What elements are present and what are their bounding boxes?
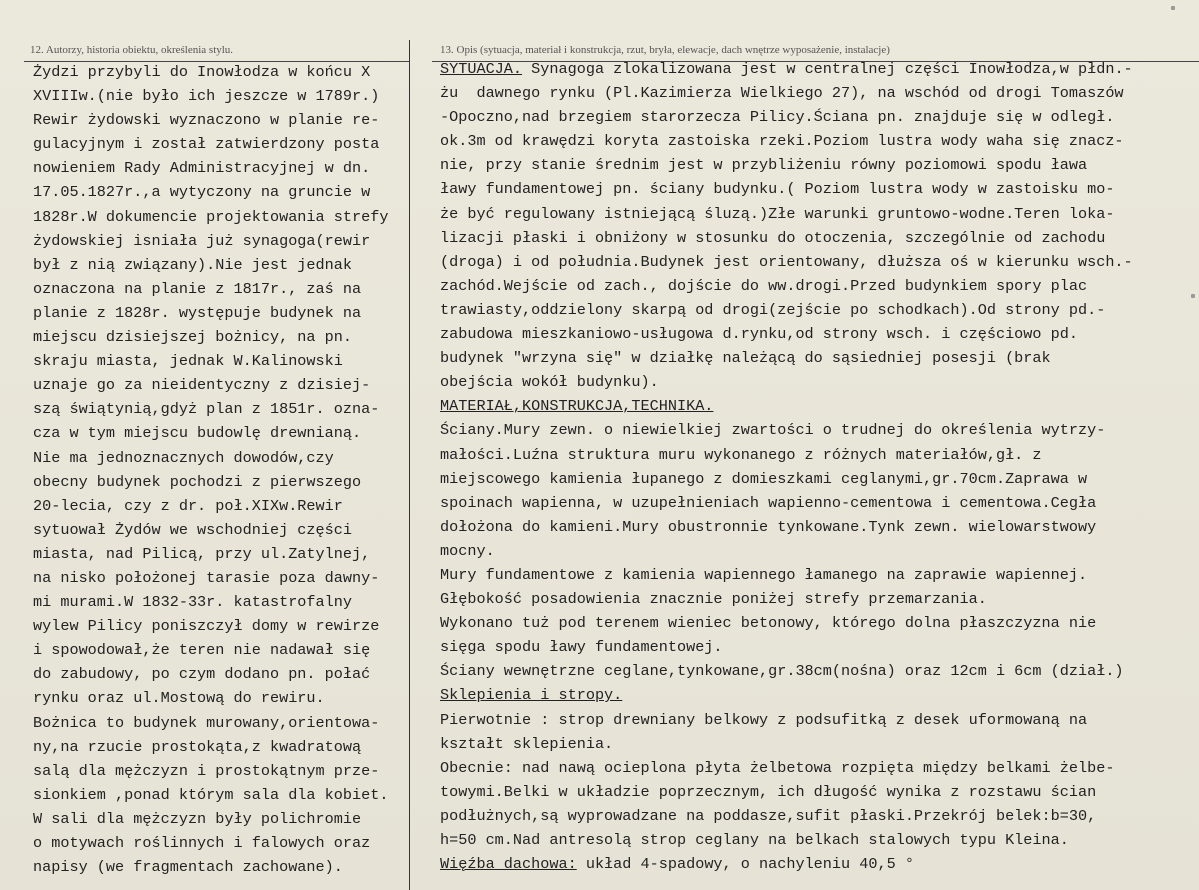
description-text-line bbox=[440, 105, 1133, 129]
section-heading: Sklepienia i stropy. bbox=[440, 686, 623, 705]
history-text-line: oznaczona na planie z 1817r., zaś na bbox=[33, 279, 362, 298]
registration-mark bbox=[1171, 6, 1175, 10]
description-text: Głębokość posadowienia znacznie poniżej strefy przemarzania. bbox=[440, 590, 987, 609]
description-text-line bbox=[440, 81, 1133, 105]
description-text-line bbox=[440, 298, 1133, 322]
history-text-line: salą dla mężczyzn i prostokątnym prze- bbox=[33, 761, 380, 780]
description-text: h=50 cm.Nad antresolą strop ceglany na belkach stalowych typu Kleina. bbox=[440, 831, 1069, 849]
description-text: -Opoczno,nad brzegiem starorzecza Pilicy.Ściana pn. znajduje się w odległ. bbox=[440, 108, 1115, 127]
history-text-line: 20-lecia, czy z dr. poł.XIXw.Rewir bbox=[33, 496, 343, 515]
description-text: towymi.Belki w układzie poprzecznym, ich długość wynika z rozstawu ścian bbox=[440, 782, 1097, 801]
description-text: Synagoga zlokalizowana jest w centralnej części Inowłodza,w płdn.- bbox=[522, 60, 1133, 78]
description-text-line bbox=[440, 202, 1133, 226]
description-text: miejscowego kamienia łupanego z domieszkami ceglanymi,gr.70cm.Zaprawa w bbox=[440, 469, 1088, 488]
description-text-line bbox=[440, 370, 1133, 394]
history-text-line: rynku oraz ul.Mostową do rewiru. bbox=[33, 689, 325, 708]
history-text-line: sionkiem ,ponad którym sala dla kobiet. bbox=[33, 785, 389, 804]
description-text-line bbox=[440, 539, 1133, 563]
description-text: obejścia wokół budynku). bbox=[440, 373, 659, 392]
history-text-line: XVIIIw.(nie było ich jeszcze w 1789r.) bbox=[33, 87, 380, 106]
description-text-line bbox=[440, 153, 1133, 177]
description-text: zabudowa mieszkaniowo-usługowa d.rynku,od strony wsch. i częściowo pd. bbox=[440, 325, 1078, 344]
description-text-line bbox=[440, 732, 1133, 756]
history-text-line: był z nią związany).Nie jest jednak bbox=[33, 255, 352, 274]
column-divider bbox=[409, 40, 410, 890]
section-heading: Więźba dachowa: bbox=[440, 855, 577, 874]
description-text: Obecnie: nad nawą ocieplona płyta żelbetowa rozpięta między belkami żelbe- bbox=[440, 758, 1115, 777]
history-text-line: gulacyjnym i został zatwierdzony posta bbox=[33, 135, 380, 154]
description-text: lizacji płaski i obniżony w stosunku do otoczenia, szczególnie od zachodu bbox=[440, 228, 1106, 247]
history-text-line: obecny budynek pochodzi z pierwszego bbox=[33, 472, 362, 491]
history-text-line: i spowodował,że teren nie nadawał się bbox=[33, 641, 371, 660]
description-text: (droga) i od południa.Budynek jest orientowany, dłuższa oś w kierunku wsch.- bbox=[440, 252, 1133, 271]
history-text-line: Bożnica to budynek murowany,orientowa- bbox=[33, 713, 380, 732]
history-text-line: skraju miasta, jednak W.Kalinowski bbox=[33, 352, 343, 371]
description-text-line bbox=[440, 611, 1133, 635]
description-text-line bbox=[440, 587, 1133, 611]
description-text: podłużnych,są wyprowadzane na poddasze,sufit płaski.Przekrój belek:b=30, bbox=[440, 806, 1097, 825]
description-text-line bbox=[440, 491, 1133, 515]
description-text-line bbox=[440, 683, 1133, 707]
history-text-line: Nie ma jednoznacznych dowodów,czy bbox=[33, 448, 334, 467]
description-text: dołożona do kamieni.Mury obustronnie tynkowane.Tynk zewn. wielowarstwowy bbox=[440, 517, 1097, 536]
description-text: Mury fundamentowe z kamienia wapiennego łamanego na zaprawie wapiennej. bbox=[440, 565, 1088, 584]
description-text: że być regulowany istniejącą śluzą.)Złe warunki gruntowo-wodne.Teren loka- bbox=[440, 204, 1115, 223]
description-text: spoinach wapienna, w uzupełnieniach wapienno-cementowa i cementowa.Cegła bbox=[440, 493, 1097, 512]
description-text-line bbox=[440, 659, 1133, 683]
description-text-line bbox=[440, 708, 1133, 732]
section-heading: SYTUACJA. bbox=[440, 60, 523, 78]
history-text-line: wylew Pilicy poniszczył domy w rewirze bbox=[33, 617, 380, 636]
description-text-line bbox=[440, 443, 1133, 467]
description-text: ławy fundamentowej pn. ściany budynku.( Poziom lustra wody w zastoisku mo- bbox=[440, 180, 1115, 199]
history-text-line: planie z 1828r. występuje budynek na bbox=[33, 303, 362, 322]
description-text-line bbox=[440, 828, 1133, 852]
description-text: kształt sklepienia. bbox=[440, 734, 614, 753]
description-text-line bbox=[440, 394, 1133, 418]
description-text: Ściany.Mury zewn. o niewielkiej zwartości o trudnej do określenia wytrzy- bbox=[440, 421, 1106, 440]
left-section-header: 12. Autorzy, historia obiektu, określenia stylu. bbox=[30, 44, 234, 56]
description-text-line bbox=[440, 635, 1133, 659]
description-text-line bbox=[440, 780, 1133, 804]
description-text-line bbox=[440, 418, 1133, 442]
description-text-line bbox=[440, 756, 1133, 780]
description-text: Wykonano tuż pod terenem wieniec betonowy, którego dolna płaszczyzna nie bbox=[440, 614, 1097, 633]
history-text-line: 1828r.W dokumencie projektowania strefy bbox=[33, 207, 389, 226]
description-text-line bbox=[440, 852, 1133, 876]
history-text-line: cza w tym miejscu budowlę drewnianą. bbox=[33, 424, 362, 443]
description-text: żu dawnego rynku (Pl.Kazimierza Wielkiego 27), na wschód od drogi Tomaszów bbox=[440, 84, 1124, 103]
history-text-line: do zabudowy, po czym dodano pn. połać bbox=[33, 665, 371, 684]
registration-mark bbox=[1191, 294, 1195, 298]
description-text-line bbox=[440, 467, 1133, 491]
history-text-line: szą świątynią,gdyż plan z 1851r. ozna- bbox=[33, 400, 380, 419]
right-section-header: 13. Opis (sytuacja, materiał i konstrukcja, rzut, bryła, elewacje, dach wnętrze wyposażenie, instalacje) bbox=[440, 44, 890, 56]
description-text: Pierwotnie : strop drewniany belkowy z podsufitką z desek uformowaną na bbox=[440, 710, 1088, 729]
history-text-line: napisy (we fragmentach zachowane). bbox=[33, 858, 343, 877]
description-text: sięga spodu ławy fundamentowej. bbox=[440, 638, 723, 657]
history-text-line: sytuował Żydów we wschodniej części bbox=[33, 520, 352, 539]
history-text-column bbox=[33, 60, 388, 879]
description-text-line bbox=[440, 274, 1133, 298]
history-text-line: miasta, nad Pilicą, przy ul.Zatylnej, bbox=[33, 544, 371, 563]
section-heading: MATERIAŁ,KONSTRUKCJA,TECHNIKA. bbox=[440, 397, 714, 416]
description-text-line bbox=[440, 563, 1133, 587]
history-text-line: Żydzi przybyli do Inowłodza w końcu X bbox=[33, 63, 371, 81]
history-text-line: ny,na rzucie prostokąta,z kwadratową bbox=[33, 737, 362, 756]
description-text-line bbox=[440, 226, 1133, 250]
description-text: nie, przy stanie średnim jest w przybliżeniu równy poziomowi spodu ława bbox=[440, 156, 1088, 175]
description-text-line bbox=[440, 515, 1133, 539]
history-text-line: miejscu dzisiejszej bożnicy, na pn. bbox=[33, 328, 352, 347]
description-text-column bbox=[440, 57, 1133, 876]
description-text-line bbox=[440, 129, 1133, 153]
history-text-line: W sali dla mężczyzn były polichromie bbox=[33, 809, 362, 828]
description-text: małości.Luźna struktura muru wykonanego z różnych materiałów,gł. z bbox=[440, 445, 1042, 464]
description-text: zachód.Wejście od zach., dojście do ww.drogi.Przed budynkiem spory plac bbox=[440, 276, 1088, 295]
description-text-line bbox=[440, 346, 1133, 370]
history-text-line: nowieniem Rady Administracyjnej w dn. bbox=[33, 159, 371, 178]
description-text: budynek "wrzyna się" w działkę należącą do sąsiedniej posesji (brak bbox=[440, 349, 1051, 368]
history-text-line: uznaje go za nieidentyczny z dzisiej- bbox=[33, 376, 371, 395]
description-text-line bbox=[440, 804, 1133, 828]
history-text-line: 17.05.1827r.,a wytyczony na gruncie w bbox=[33, 183, 371, 202]
history-text-line: Rewir żydowski wyznaczono w planie re- bbox=[33, 111, 380, 130]
description-text-line bbox=[440, 57, 1133, 81]
history-text-line: mi murami.W 1832-33r. katastrofalny bbox=[33, 593, 352, 612]
description-text: układ 4-spadowy, o nachyleniu 40,5 ° bbox=[576, 855, 914, 874]
history-text-line: żydowskiej isniała już synagoga(rewir bbox=[33, 231, 371, 250]
description-text: ok.3m od krawędzi koryta zastoiska rzeki.Poziom lustra wody waha się znacz- bbox=[440, 132, 1124, 151]
description-text-line bbox=[440, 250, 1133, 274]
description-text: mocny. bbox=[440, 541, 495, 560]
description-text: trawiasty,oddzielony skarpą od drogi(zejście po schodkach).Od strony pd.- bbox=[440, 300, 1106, 319]
history-text-line: na nisko położonej tarasie poza dawny- bbox=[33, 568, 380, 587]
history-text-line: o motywach roślinnych i falowych oraz bbox=[33, 834, 371, 852]
description-text-line bbox=[440, 322, 1133, 346]
description-text: Ściany wewnętrzne ceglane,tynkowane,gr.38cm(nośna) oraz 12cm i 6cm (dział.) bbox=[440, 662, 1124, 681]
description-text-line bbox=[440, 177, 1133, 201]
